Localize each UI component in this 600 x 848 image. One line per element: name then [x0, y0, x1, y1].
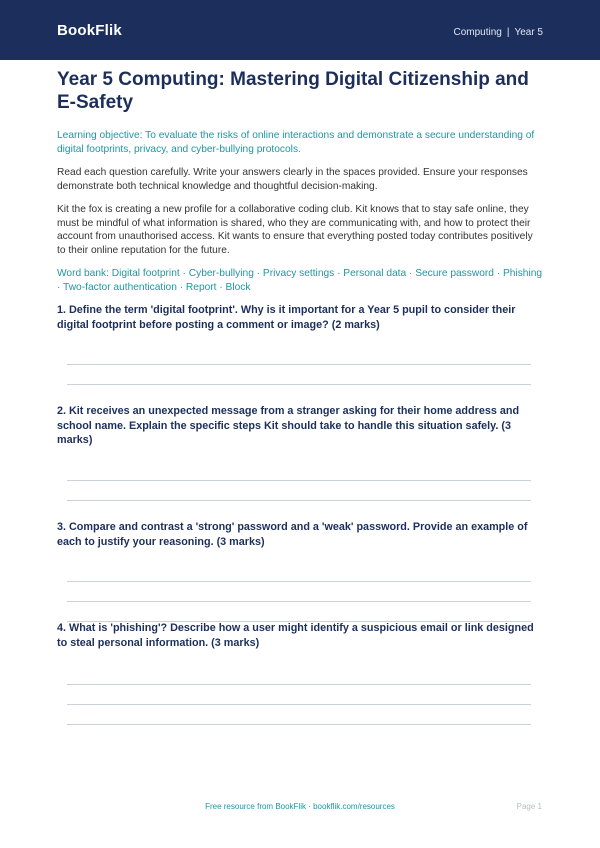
- question-text: 1. Define the term 'digital footprint'. Why is it important for a Year 5 pupil to consider their digital footprint before posting a comment or image? (2 marks): [57, 304, 516, 331]
- question-3: [57, 520, 543, 549]
- question-text: 3. Compare and contrast a 'strong' password and a 'weak' password. Provide an example of each to justify your reasoning. (3 marks): [57, 521, 528, 548]
- word-bank: Word bank: Digital footprint · Cyber-bullying · Privacy settings · Personal data · Secure password · Phishing · Two-factor authentication · Report · Block: [57, 268, 543, 293]
- question-2: [57, 404, 543, 448]
- learning-objective: Learning objective: To evaluate the risks of online interactions and demonstrate a secure understanding of digital footprints, privacy, and cyber-bullying protocols.: [57, 130, 535, 155]
- answer-line[interactable]: [67, 500, 531, 501]
- brand-logo: BookFlik: [57, 22, 122, 39]
- question-1: [57, 303, 543, 332]
- answer-line[interactable]: [67, 704, 531, 705]
- subject-label: Computing: [453, 27, 502, 38]
- answer-line[interactable]: [67, 601, 531, 602]
- question-text: 4. What is 'phishing'? Describe how a user might identify a suspicious email or link designed to steal personal information. (3 marks): [57, 622, 534, 649]
- page-header: [0, 0, 600, 60]
- intro-section: [57, 68, 543, 294]
- page-title: Year 5 Computing: Mastering Digital Citizenship and E-Safety: [57, 69, 529, 113]
- answer-line[interactable]: [67, 684, 531, 685]
- year-label: Year 5: [514, 27, 543, 38]
- answer-line[interactable]: [67, 364, 531, 365]
- question-4: [57, 621, 543, 650]
- footer-link[interactable]: Free resource from BookFlik · bookflik.com/resources: [205, 802, 395, 811]
- subject-year-label: [453, 27, 543, 38]
- instructions-text: Read each question carefully. Write your answers clearly in the spaces provided. Ensure your responses demonstrate both technical knowledge and thoughtful decision-making.: [57, 167, 528, 192]
- scenario-text: Kit the fox is creating a new profile for a collaborative coding club. Kit knows that to stay safe online, they must be mindful of what information is shared, who they are communicating with, and how to protect their account from unauthorised access. Kit wants to ensure that everything posted today contributes positively to their online reputation for the future.: [57, 204, 533, 256]
- answer-line[interactable]: [67, 384, 531, 385]
- header-separator: |: [506, 27, 510, 38]
- question-text: 2. Kit receives an unexpected message from a stranger asking for their home address and school name. Explain the specific steps Kit should take to handle this situation safely. (3 marks): [57, 405, 520, 446]
- answer-line[interactable]: [67, 480, 531, 481]
- page-number: Page 1: [516, 802, 542, 811]
- answer-line[interactable]: [67, 581, 531, 582]
- answer-line[interactable]: [67, 724, 531, 725]
